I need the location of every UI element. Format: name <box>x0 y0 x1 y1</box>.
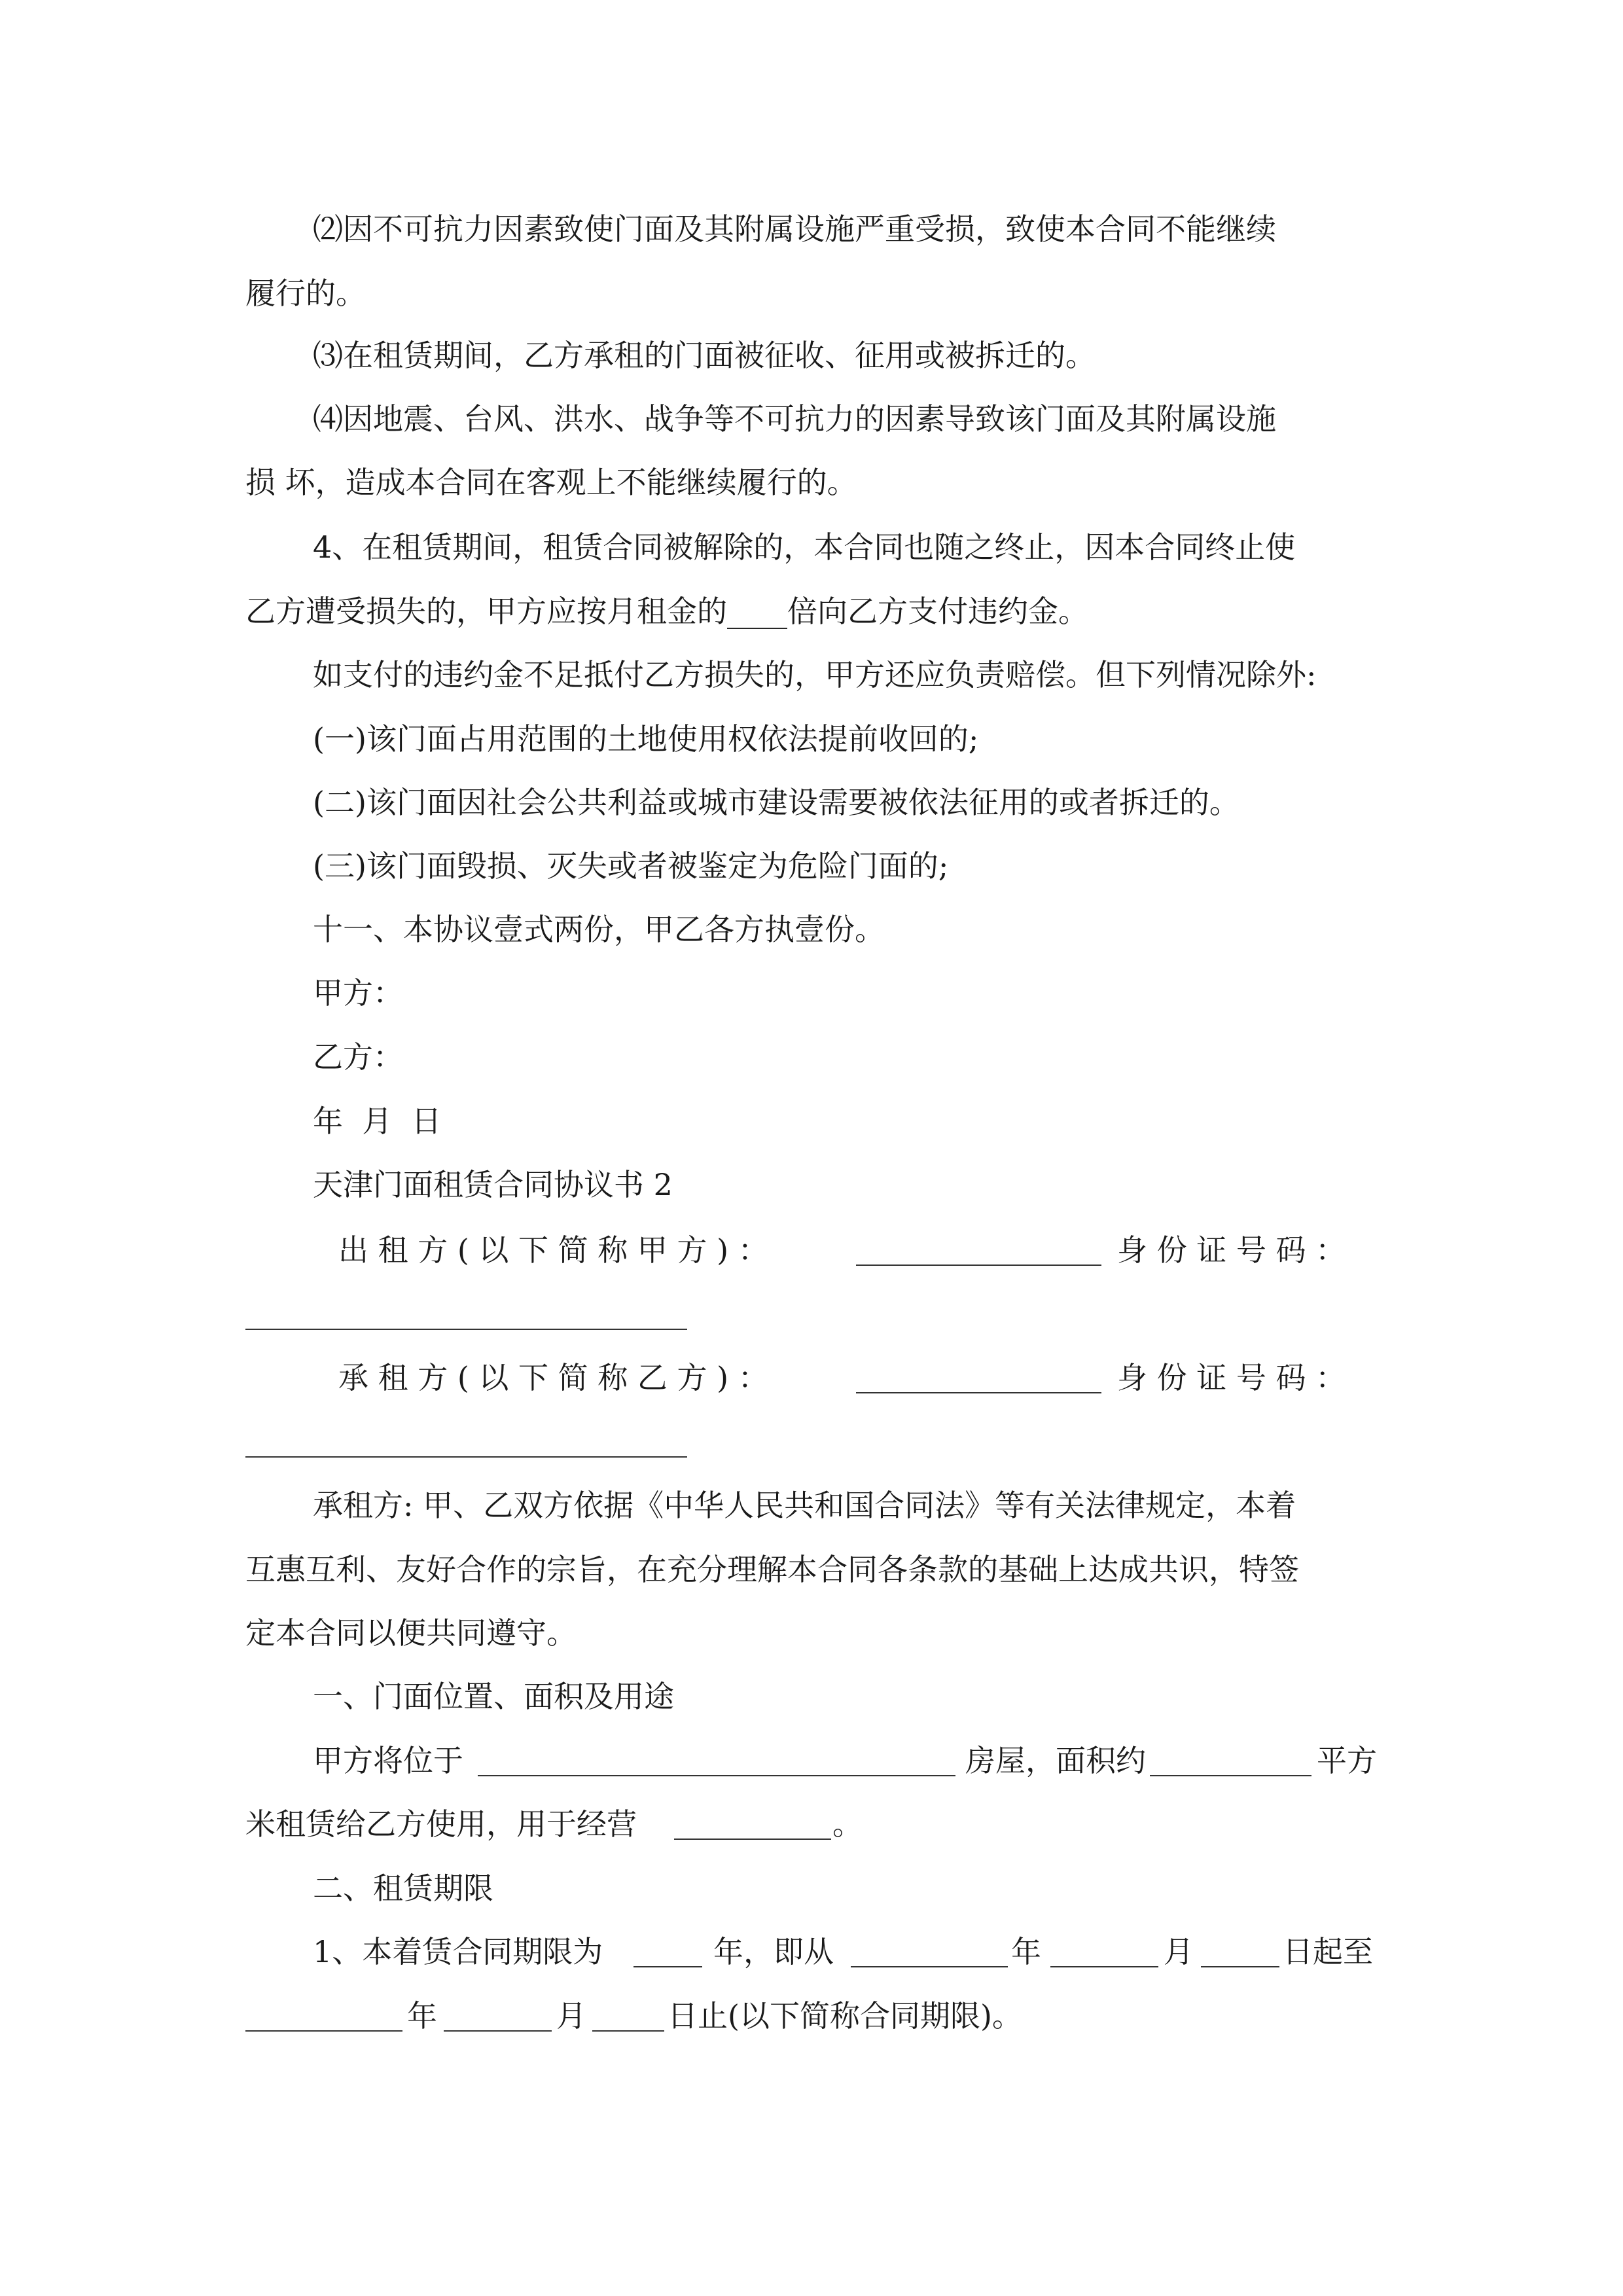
term-from-label: 年，即从 <box>713 1934 834 1969</box>
end-month-blank <box>444 2030 552 2032</box>
lessor-label: 出 租 方 ( 以 下 简 称 甲 方 ) ： <box>338 1232 768 1268</box>
clause-4-line-1: ⑷因地震、台风、洪水、战争等不可抗力的因素导致该门面及其附属设施 <box>313 401 1276 437</box>
start-month-label: 月 <box>1164 1934 1194 1969</box>
exception-1: (一)该门面占用范围的土地使用权依法提前收回的; <box>313 721 979 757</box>
clause-4-line-2: 损 坏，造成本合同在客观上不能继续履行的。 <box>245 465 857 500</box>
area-blank <box>1150 1775 1311 1776</box>
end-year-label: 年 <box>407 1998 437 2034</box>
clause-2-line-2: 履行的。 <box>245 276 366 311</box>
termination-line-2: 乙方遭受损失的，甲方应按月租金的____倍向乙方支付违约金。 <box>245 594 1088 629</box>
end-day-label: 日止(以下简称合同期限)。 <box>668 1998 1022 2034</box>
start-day-label: 日起至 <box>1283 1934 1373 1969</box>
signature-date: 年 月 日 <box>313 1103 442 1139</box>
preamble-line-3: 定本合同以便共同遵守。 <box>245 1615 577 1651</box>
lessor-name-blank <box>856 1265 1101 1266</box>
lessee-id-label: 身 份 证 号 码 ： <box>1117 1360 1346 1395</box>
location-blank <box>478 1775 955 1776</box>
lessee-name-blank <box>856 1392 1101 1393</box>
party-b-signature: 乙方： <box>313 1039 403 1075</box>
end-day-blank <box>592 2030 664 2032</box>
lessor-id-label: 身 份 证 号 码 ： <box>1117 1232 1346 1268</box>
compensation-clause: 如支付的违约金不足抵付乙方损失的，甲方还应负责赔偿。但下列情况除外: <box>313 657 1317 692</box>
contract-2-title: 天津门面租赁合同协议书 2 <box>313 1167 673 1202</box>
area-label: 房屋，面积约 <box>965 1743 1146 1778</box>
term-years-blank <box>633 1966 702 1967</box>
usage-blank <box>674 1839 831 1840</box>
lessor-id-blank <box>245 1329 687 1330</box>
usage-end: 。 <box>832 1806 863 1842</box>
location-label: 甲方将位于 <box>313 1743 463 1778</box>
preamble-line-1: 承租方: 甲、乙双方依据《中华人民共和国合同法》等有关法律规定，本着 <box>313 1488 1296 1523</box>
clause-11: 十一、本协议壹式两份，甲乙各方执壹份。 <box>313 912 885 947</box>
lessee-label: 承 租 方 ( 以 下 简 称 乙 方 ) ： <box>338 1360 768 1395</box>
area-unit: 平方 <box>1317 1743 1377 1778</box>
start-year-label: 年 <box>1011 1934 1041 1969</box>
clause-3: ⑶在租赁期间，乙方承租的门面被征收、征用或被拆迁的。 <box>313 338 1096 373</box>
usage-label: 米租赁给乙方使用，用于经营 <box>245 1806 637 1842</box>
clause-2-line-1: ⑵因不可抗力因素致使门面及其附属设施严重受损，致使本合同不能继续 <box>313 211 1276 247</box>
end-month-label: 月 <box>556 1998 586 2034</box>
section-1-title: 一、门面位置、面积及用途 <box>313 1679 674 1714</box>
lessee-id-blank <box>245 1456 687 1458</box>
start-month-blank <box>1050 1966 1158 1967</box>
party-a-signature: 甲方： <box>313 975 403 1011</box>
term-label: 1、本着赁合同期限为 <box>313 1934 603 1969</box>
preamble-line-2: 互惠互利、友好合作的宗旨，在充分理解本合同各条款的基础上达成共识，特签 <box>245 1552 1299 1587</box>
end-year-blank <box>245 2030 402 2032</box>
start-year-blank <box>851 1966 1008 1967</box>
start-day-blank <box>1201 1966 1279 1967</box>
section-2-title: 二、租赁期限 <box>313 1871 493 1906</box>
termination-line-1: 4、在租赁期间，租赁合同被解除的，本合同也随之终止，因本合同终止使 <box>313 529 1296 565</box>
exception-3: (三)该门面毁损、灭失或者被鉴定为危险门面的; <box>313 848 949 884</box>
exception-2: (二)该门面因社会公共利益或城市建设需要被依法征用的或者拆迁的。 <box>313 785 1240 820</box>
